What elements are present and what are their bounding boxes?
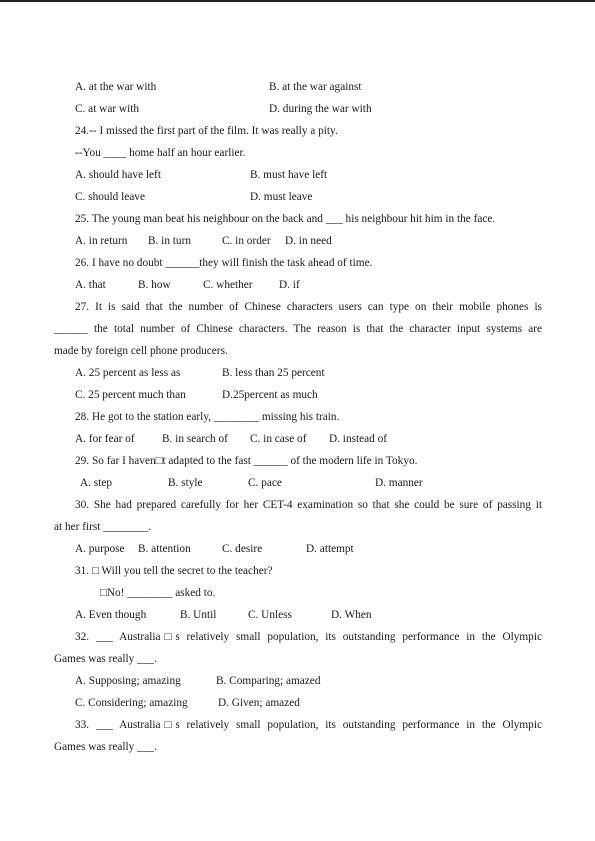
q24-stem-line2: --You ____ home half an hour earlier. (75, 147, 246, 159)
q33-stem-line2: Games was really ___. (54, 741, 157, 753)
q26-option-c: C. whether (203, 279, 253, 291)
q30-option-b: B. attention (138, 543, 191, 555)
q23-option-d: D. during the war with (269, 103, 372, 115)
q32-option-a: A. Supposing; amazing (75, 675, 181, 687)
q24-option-c: C. should leave (75, 191, 145, 203)
q31-stem-line2: □No! ________ asked to. (100, 587, 216, 599)
q32-option-b: B. Comparing; amazed (216, 675, 321, 687)
q27-stem-line1: 27. It is said that the number of Chinese characters users can type on their mobile phones is (75, 301, 542, 313)
q23-option-c: C. at war with (75, 103, 140, 115)
q27-option-a: A. 25 percent as less as (75, 367, 181, 379)
q29-option-a: A. step (80, 477, 113, 489)
q29-option-c: C. pace (248, 477, 282, 489)
q27-stem-line2: ______ the total number of Chinese characters. The reason is that the character input systems are (54, 323, 542, 335)
q32-stem-line1: 32. ___ Australia□s relatively small population, its outstanding performance in the Olympic (75, 631, 542, 643)
q28-option-b: B. in search of (162, 433, 228, 445)
q23-option-a: A. at the war with (75, 81, 157, 93)
q27-option-d: D.25percent as much (222, 389, 318, 401)
q28-option-a: A. for fear of (75, 433, 135, 445)
q26-option-d: D. if (279, 279, 300, 291)
q27-stem-line3: made by foreign cell phone producers. (54, 345, 228, 357)
q25-option-a: A. in return (75, 235, 128, 247)
q30-option-c: C. desire (222, 543, 263, 555)
q28-option-d: D. instead of (329, 433, 388, 445)
q30-option-d: D. attempt (306, 543, 354, 555)
q25-option-c: C. in order (222, 235, 271, 247)
q32-option-d: D. Given; amazed (218, 697, 300, 709)
q25-option-d: D. in need (285, 235, 332, 247)
q24-option-a: A. should have left (75, 169, 161, 181)
q25-stem: 25. The young man beat his neighbour on the back and ___ his neighbour hit him in the face. (75, 213, 496, 225)
q31-option-a: A. Even though (75, 609, 147, 621)
q33-stem-line1: 33. ___ Australia□s relatively small population, its outstanding performance in the Olympic (75, 719, 542, 731)
q32-stem-line2: Games was really ___. (54, 653, 157, 665)
q30-stem-line2: at her first ________. (54, 521, 152, 533)
q27-option-c: C. 25 percent much than (75, 389, 186, 401)
q24-option-b: B. must have left (250, 169, 328, 181)
q29-option-d: D. manner (375, 477, 423, 489)
q31-option-c: C. Unless (248, 609, 292, 621)
q24-stem-line1: 24.-- I missed the first part of the film. It was really a pity. (75, 125, 338, 137)
q26-option-b: B. how (138, 279, 171, 291)
q24-option-d: D. must leave (250, 191, 313, 203)
q27-option-b: B. less than 25 percent (222, 367, 325, 379)
q25-option-b: B. in turn (148, 235, 191, 247)
q26-stem: 26. I have no doubt ______they will finish the task ahead of time. (75, 257, 373, 269)
q31-option-b: B. Until (180, 609, 217, 621)
q26-option-a: A. that (75, 279, 106, 291)
q28-stem: 28. He got to the station early, ________ missing his train. (75, 411, 340, 423)
q31-stem-line1: 31. □ Will you tell the secret to the teacher? (75, 565, 273, 577)
q30-stem-line1: 30. She had prepared carefully for her CET-4 examination so that she could be sure of passing it (75, 499, 542, 511)
q30-option-a: A. purpose (75, 543, 125, 555)
q29-stem: 29. So far I haven□t adapted to the fast ______ of the modern life in Tokyo. (75, 455, 418, 467)
q23-option-b: B. at the war against (269, 81, 362, 93)
top-rule (0, 0, 595, 2)
q28-option-c: C. in case of (250, 433, 307, 445)
q29-option-b: B. style (168, 477, 203, 489)
q31-option-d: D. When (331, 609, 372, 621)
q32-option-c: C. Considering; amazing (75, 697, 188, 709)
